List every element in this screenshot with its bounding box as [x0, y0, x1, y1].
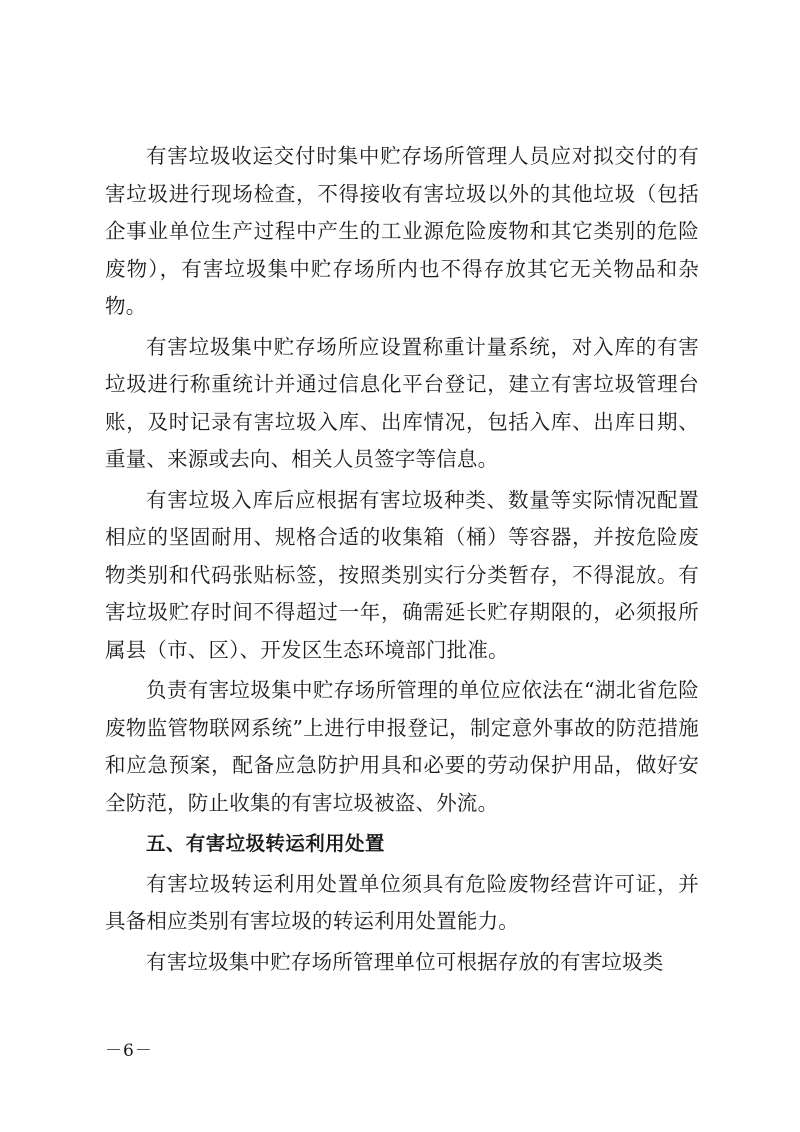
paragraph-weighing-system: 有害垃圾集中贮存场所应设置称重计量系统，对入库的有害垃圾进行称重统计并通过信息化平台登记，建立有害垃圾管理台账，及时记录有害垃圾入库、出库情况，包括入库、出库日期、重量、来源或去向、相关人员签字等信息。 [105, 334, 699, 471]
page-number: －6－ [105, 1041, 153, 1061]
paragraph-storage-containers: 有害垃圾入库后应根据有害垃圾种类、数量等实际情况配置相应的坚固耐用、规格合适的收集箱（桶）等容器，并按危险废物类别和代码张贴标签，按照类别实行分类暂存，不得混放。有害垃圾贮存时间不得超过一年，确需延长贮存期限的，必须报所属县（市、区）、开发区生态环境部门批准。 [105, 487, 699, 662]
paragraph-delivery-inspection: 有害垃圾收运交付时集中贮存场所管理人员应对拟交付的有害垃圾进行现场检查，不得接收有害垃圾以外的其他垃圾（包括企事业单位生产过程中产生的工业源危险废物和其它类别的危险废物），有害垃圾集中贮存场所内也不得存放其它无关物品和杂物。 [105, 144, 699, 318]
paragraph-registration-safety: 负责有害垃圾集中贮存场所管理的单位应依法在“湖北省危险废物监管物联网系统”上进行申报登记，制定意外事故的防范措施和应急预案，配备应急防护用具和必要的劳动保护用品，做好安全防范，防止收集的有害垃圾被盗、外流。 [105, 678, 699, 815]
section-heading: 五、有害垃圾转运利用处置 [146, 832, 385, 855]
paragraph-storage-management: 有害垃圾集中贮存场所管理单位可根据存放的有害垃圾类 [146, 949, 664, 974]
document-body [105, 138, 699, 981]
paragraph-disposal-license: 有害垃圾转运利用处置单位须具有危险废物经营许可证，并具备相应类别有害垃圾的转运利用处置能力。 [105, 871, 699, 933]
